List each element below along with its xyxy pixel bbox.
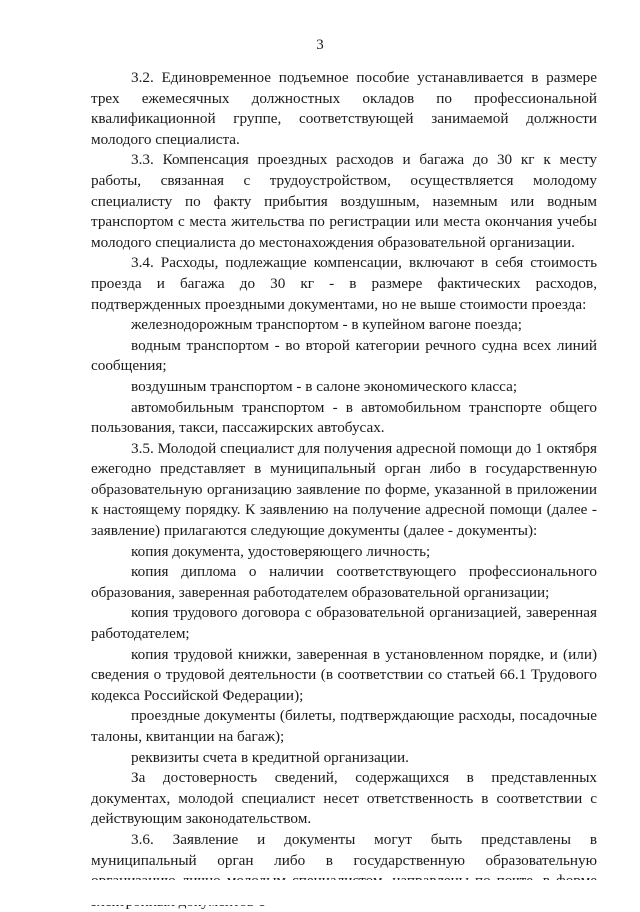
paragraph-3-6: 3.6. Заявление и документы могут быть представлены в муниципальный орган либо в государственную образовательную — [91, 830, 597, 869]
list-item-contract-copy: копия трудового договора с образовательной организацией, заверенная работодателем; — [91, 604, 597, 643]
page-number: 3 — [316, 37, 324, 53]
page-bottom-margin — [0, 880, 640, 905]
list-item-bank-details: реквизиты счета в кредитной организации. — [131, 748, 409, 766]
list-item-travel-docs: проездные документы (билеты, подтверждающие расходы, посадочные талоны, квитанции на багаж); — [91, 707, 597, 745]
paragraph-3-5: 3.5. Молодой специалист для получения адресной помощи до 1 октября ежегодно представляет в муниципальный орган либо в государственную образовательную организацию заявление по форме, указанной в приложении к настоящему порядку. К заявлению на получение адресной помощи (далее - заявление) прилагаются следующие документы (далее - документы): — [91, 439, 597, 540]
list-item-air: воздушным транспортом - в салоне экономического класса; — [131, 377, 518, 395]
document-body — [91, 68, 597, 912]
list-item-auto: автомобильным транспортом - в автомобильном транспорте общего пользования, такси, пассажирских автобусах. — [91, 398, 597, 437]
paragraph-3-2: 3.2. Единовременное подъемное пособие устанавливается в размере трех ежемесячных должностных окладов по профессиональной квалификационной группе, соответствующей занимаемой должности молодого специалиста. — [91, 69, 597, 148]
list-item-rail: железнодорожным транспортом - в купейном вагоне поезда; — [131, 316, 522, 334]
paragraph-3-3: 3.3. Компенсация проездных расходов и багажа до 30 кг к месту работы, связанная с трудоустройством, осуществляется молодому специалисту по факту прибытия воздушным, наземным или водным транспортом с места жительства по регистрации или места окончания учебы молодого специалиста до местонахождения образовательной организации. — [91, 151, 597, 251]
paragraph-3-4: 3.4. Расходы, подлежащие компенсации, включают в себя стоимость проезда и багажа до 30 кг - в размере фактических расходов, подтвержденных проездными документами, но не выше стоимости проезда: — [91, 254, 597, 313]
list-item-water: водным транспортом - во второй категории речного судна всех линий сообщения; — [91, 336, 597, 375]
list-item-id-copy: копия документа, удостоверяющего личность; — [131, 542, 431, 560]
list-item-workbook-copy: копия трудовой книжки, заверенная в установленном порядке, и (или) сведения о трудовой деятельности (в соответствии со статьей 66.1 Трудового кодекса Российской Федерации); — [91, 645, 597, 704]
list-item-diploma-copy: копия диплома о наличии соответствующего профессионального образования, заверенная работодателем образовательной организации; — [91, 563, 597, 601]
paragraph-responsibility: За достоверность сведений, содержащихся в представленных документах, молодой специалист несет ответственность в соответствии с действующим законодательством. — [91, 769, 597, 828]
